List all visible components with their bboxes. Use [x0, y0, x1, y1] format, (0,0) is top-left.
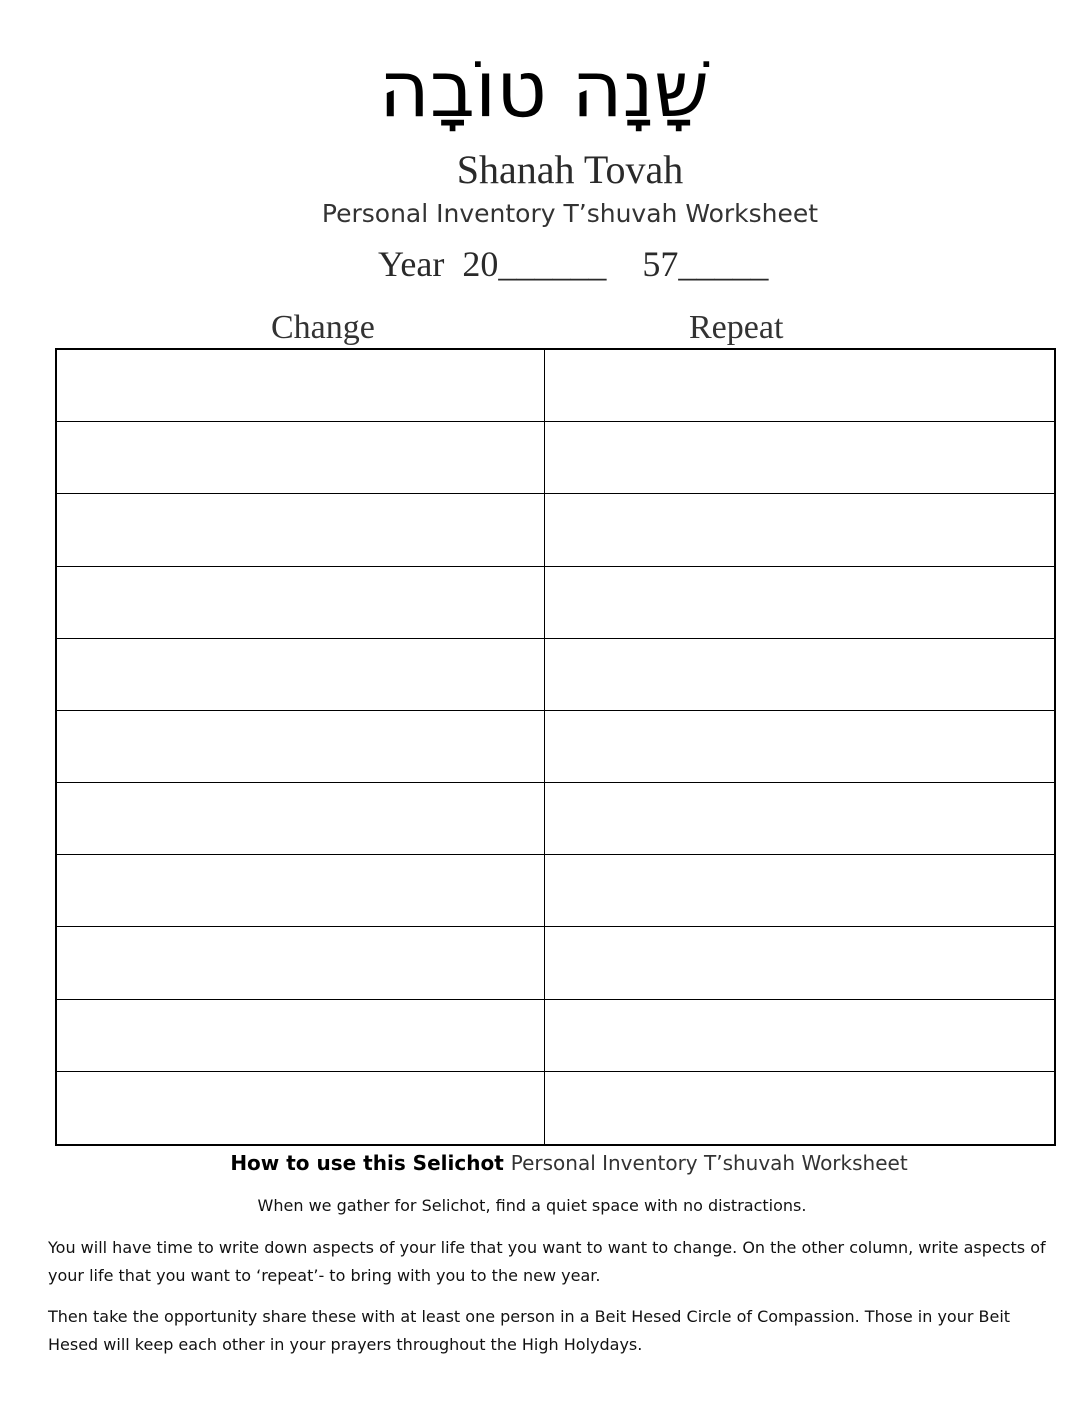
- hebrew-title: שָׁנָה טוֹבָה: [378, 45, 710, 135]
- instructions-paragraph: You will have time to write down aspects of your life that you want to want to change. On the other column, write aspects of your life that you want to ‘repeat’- to bring with you to the new year.: [48, 1238, 1046, 1285]
- column-header-change: Change: [271, 309, 375, 346]
- year-fill-line[interactable]: Year 20______ 57_____: [378, 244, 769, 284]
- repeat-entry-cell[interactable]: [545, 422, 1054, 494]
- change-entry-cell[interactable]: [57, 350, 545, 422]
- column-header-repeat: Repeat: [689, 309, 784, 346]
- worksheet-subtitle: Personal Inventory T’shuvah Worksheet: [321, 199, 819, 228]
- repeat-entry-cell[interactable]: [545, 639, 1054, 711]
- repeat-entry-cell[interactable]: [545, 567, 1054, 639]
- repeat-entry-cell[interactable]: [545, 855, 1054, 927]
- change-entry-cell[interactable]: [57, 855, 545, 927]
- instructions-title-normal: Personal Inventory T’shuvah Worksheet: [510, 1151, 908, 1175]
- change-entry-cell[interactable]: [57, 639, 545, 711]
- instructions-paragraph: Then take the opportunity share these with at least one person in a Beit Hesed Circle of Compassion. Those in your Beit Hesed will keep each other in your prayers throughout the High Holydays.: [48, 1307, 1011, 1354]
- change-entry-cell[interactable]: [57, 783, 545, 855]
- change-entry-cell[interactable]: [57, 422, 545, 494]
- instructions-paragraph: When we gather for Selichot, find a quiet space with no distractions.: [257, 1196, 807, 1215]
- change-entry-cell[interactable]: [57, 927, 545, 999]
- change-entry-cell[interactable]: [57, 1000, 545, 1072]
- page-title: Shanah Tovah: [456, 147, 684, 192]
- repeat-entry-cell[interactable]: [545, 927, 1054, 999]
- instructions-title-bold: How to use this Selichot: [230, 1151, 511, 1175]
- change-entry-cell[interactable]: [57, 711, 545, 783]
- inventory-table: [55, 348, 1056, 1146]
- change-entry-cell[interactable]: [57, 494, 545, 566]
- repeat-entry-cell[interactable]: [545, 350, 1054, 422]
- instructions-title: [0, 1148, 1088, 1178]
- repeat-entry-cell[interactable]: [545, 711, 1054, 783]
- repeat-entry-cell[interactable]: [545, 1072, 1054, 1144]
- change-entry-cell[interactable]: [57, 1072, 545, 1144]
- repeat-entry-cell[interactable]: [545, 494, 1054, 566]
- repeat-entry-cell[interactable]: [545, 1000, 1054, 1072]
- repeat-entry-cell[interactable]: [545, 783, 1054, 855]
- change-entry-cell[interactable]: [57, 567, 545, 639]
